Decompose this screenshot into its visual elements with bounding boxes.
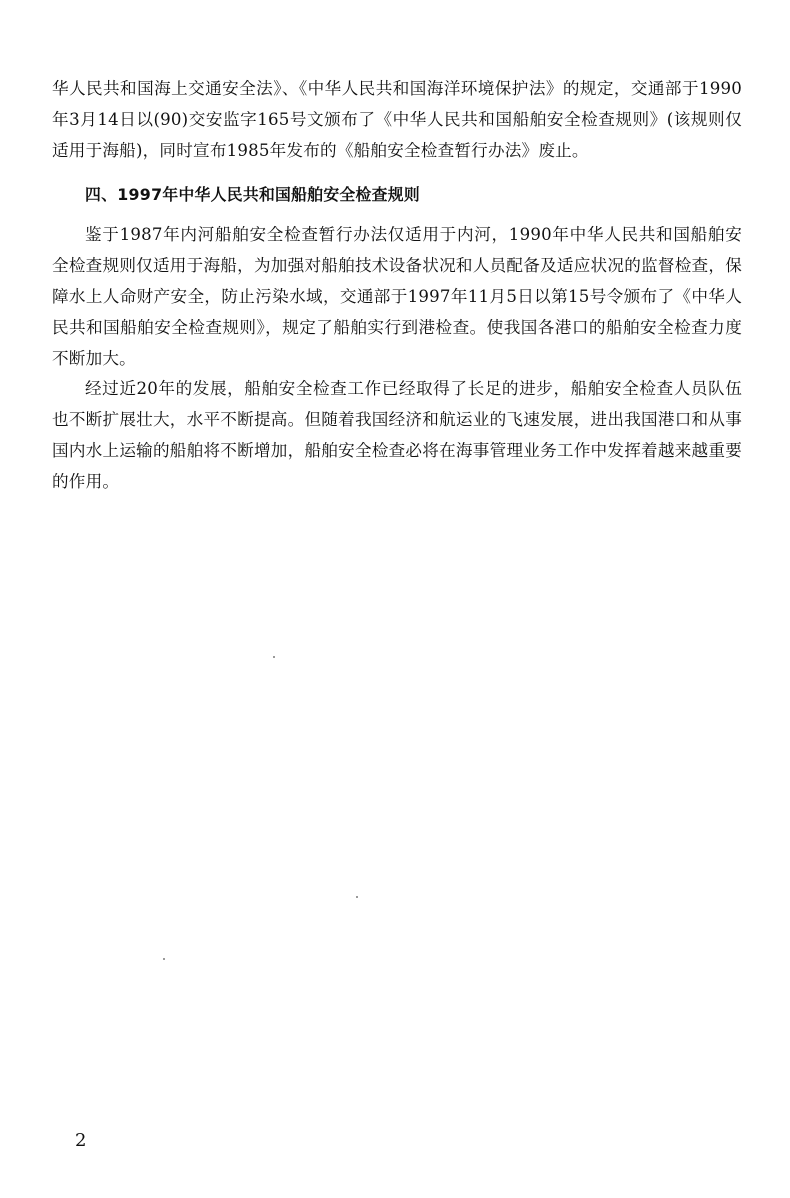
scan-speck (273, 656, 275, 658)
page-number: 2 (75, 1130, 87, 1151)
body-paragraph-1997-rules: 鉴于1987年内河船舶安全检查暂行办法仅适用于内河，1990年中华人民共和国船舶安全检查规则仅适用于海船，为加强对船舶技术设备状况和人员配备及适应状况的监督检查，保障水上人命财产安全，防止污染水域，交通部于1997年11月5日以第15号令颁布了《中华人民共和国船舶安全检查规则》，规定了船舶实行到港检查。使我国各港口的船舶安全检查力度不断加大。 (52, 225, 742, 368)
scan-speck (163, 958, 165, 960)
scan-speck (356, 896, 358, 898)
continuation-paragraph: 华人民共和国海上交通安全法》、《中华人民共和国海洋环境保护法》的规定，交通部于1990年3月14日以(90)交安监字165号文颁布了《中华人民共和国船舶安全检查规则》(该规则仅适用于海船)，同时宣布1985年发布的《船舶安全检查暂行办法》废止。 (52, 79, 742, 160)
section-heading: 四、1997年中华人民共和国船舶安全检查规则 (85, 185, 420, 205)
body-paragraph-development: 经过近20年的发展，船舶安全检查工作已经取得了长足的进步，船舶安全检查人员队伍也不断扩展壮大，水平不断提高。但随着我国经济和航运业的飞速发展，进出我国港口和从事国内水上运输的船舶将不断增加，船舶安全检查必将在海事管理业务工作中发挥着越来越重要的作用。 (52, 379, 742, 491)
page-content (52, 74, 742, 498)
